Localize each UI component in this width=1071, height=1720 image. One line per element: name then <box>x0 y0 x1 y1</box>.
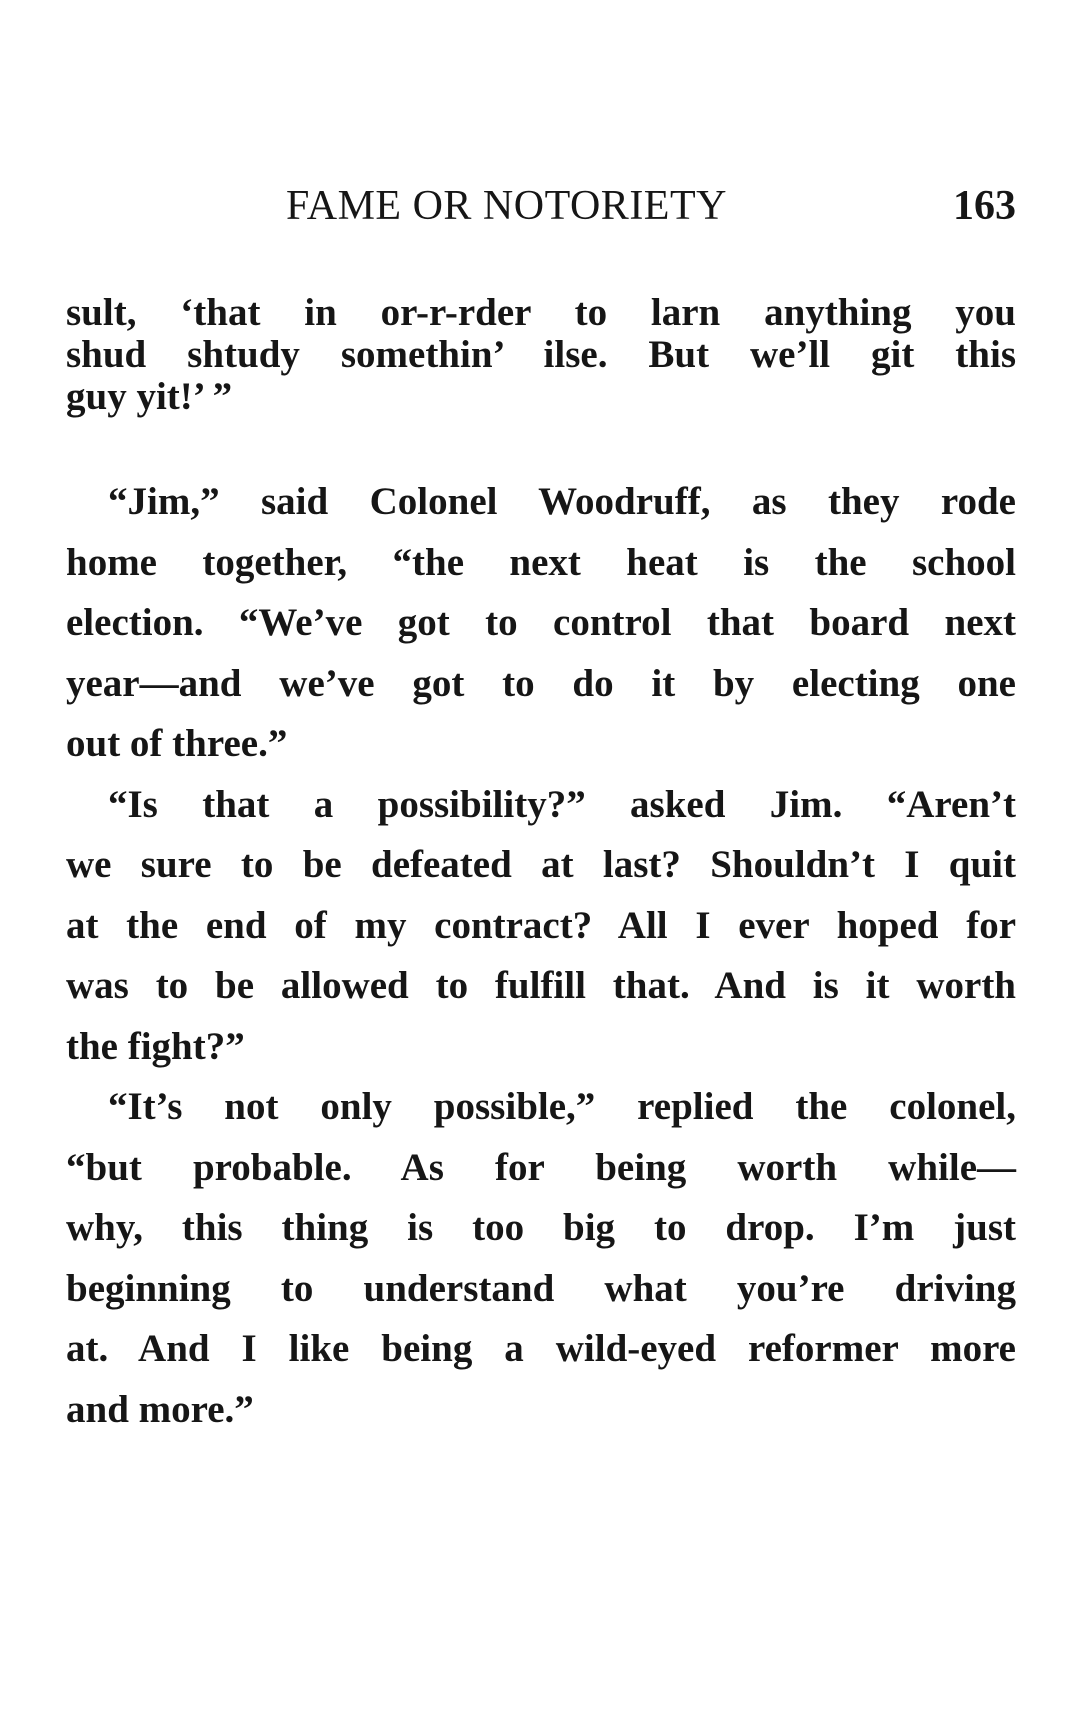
text-line: at. And I like being a wild-eyed reformer more <box>66 1327 1016 1370</box>
page-number: 163 <box>953 183 1016 229</box>
text-line: out of three.” <box>66 722 288 765</box>
text-line: the fight?” <box>66 1024 245 1068</box>
text-line: was to be allowed to fulfill that. And is it worth <box>66 964 1016 1007</box>
text-line: shud shtudy somethin’ ilse. But we’ll git this <box>66 333 1016 376</box>
text-line: sult, ‘that in or-r-rder to larn anything you <box>66 291 1016 334</box>
paragraph-jim <box>66 775 1016 1078</box>
running-title: FAME OR NOTORIETY <box>286 183 727 229</box>
text-line: year—and we’ve got to do it by electing one <box>66 661 1016 705</box>
text-line: beginning to understand what you’re driving <box>66 1266 1016 1310</box>
text-line: election. “We’ve got to control that board next <box>66 601 1016 644</box>
text-line: we sure to be defeated at last? Shouldn’t I quit <box>66 843 1016 886</box>
text-line: “Jim,” said Colonel Woodruff, as they rode <box>108 480 1016 523</box>
paragraph-woodruff <box>66 472 1016 775</box>
text-line: “but probable. As for being worth while— <box>66 1145 1016 1189</box>
paragraph-colonel <box>66 1077 1016 1440</box>
continuation-paragraph <box>66 292 1016 418</box>
text-line: guy yit!’ ” <box>66 375 233 418</box>
running-head <box>66 180 1016 232</box>
dialogue-section <box>66 472 1016 1440</box>
text-line: at the end of my contract? All I ever hoped for <box>66 903 1016 947</box>
text-line: home together, “the next heat is the school <box>66 540 1016 584</box>
text-line: why, this thing is too big to drop. I’m just <box>66 1206 1016 1249</box>
text-line: and more.” <box>66 1387 254 1431</box>
text-line: “Is that a possibility?” asked Jim. “Aren’t <box>108 782 1016 826</box>
text-line: “It’s not only possible,” replied the colonel, <box>108 1085 1016 1128</box>
